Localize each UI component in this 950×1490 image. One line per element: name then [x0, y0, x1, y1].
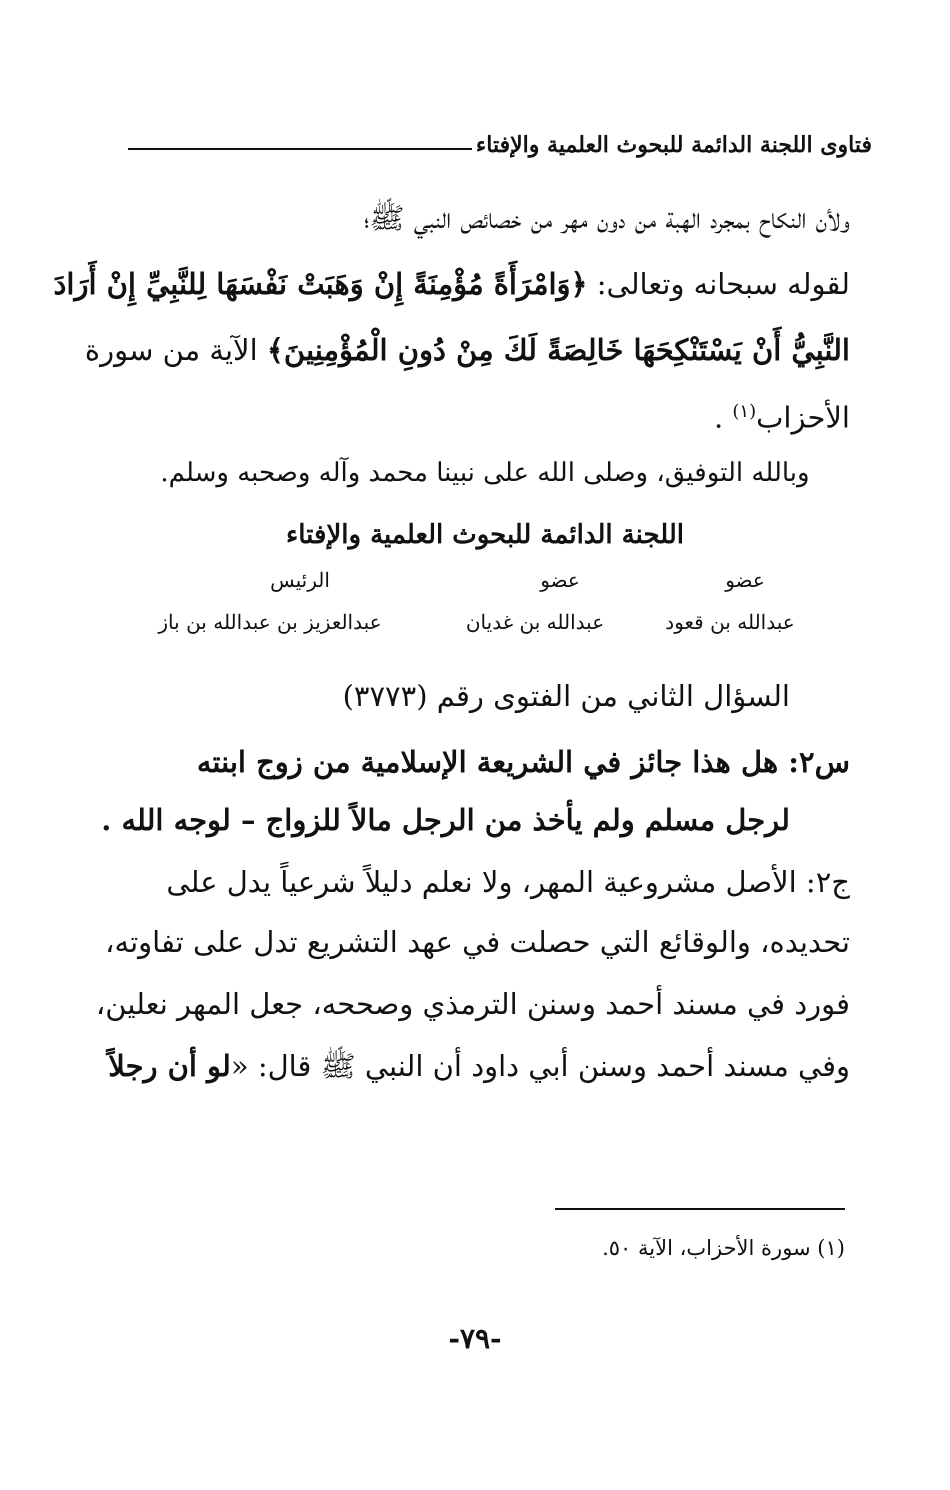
hadith-quote-start: لو أن رجلاً	[108, 1049, 231, 1083]
answer-line2: تحديده، والوقائع التي حصلت في عهد التشريع تدل على تفاوته،	[105, 925, 850, 959]
chairman-name: عبدالعزيز بن عبدالله بن باز	[158, 610, 382, 634]
running-header-title: فتاوى اللجنة الدائمة للبحوث العلمية والإفتاء	[475, 132, 872, 158]
quran-verse-part2: النَّبِيُّ أَنْ يَسْتَنْكِحَهَا خَالِصَةً لَكَ مِنْ دُونِ الْمُؤْمِنِينَ﴾	[266, 333, 850, 367]
footnote: (١) سورة الأحزاب، الآية ٥٠.	[602, 1236, 845, 1260]
footnote-rule	[555, 1208, 845, 1210]
member2-role: عضو	[540, 568, 580, 592]
line-end: .	[713, 400, 733, 435]
answer-line4-text: وفي مسند أحمد وسنن أبي داود أن النبي ﷺ قال: «	[230, 1049, 850, 1083]
answer-line3: فورد في مسند أحمد وسنن الترمذي وصححه، جعل المهر نعلين،	[95, 987, 850, 1021]
surah-name: الأحزاب	[756, 400, 850, 435]
verse-reference: الآية من سورة	[84, 333, 267, 367]
member1-role: عضو	[725, 568, 765, 592]
footnote-ref: (١)	[732, 401, 757, 422]
answer-line4	[108, 1046, 850, 1086]
closing-prayer: وبالله التوفيق، وصلى الله على نبينا محمد وآله وصحبه وسلم.	[160, 458, 810, 488]
paragraph1-line4	[120, 392, 850, 438]
committee-title: اللجنة الدائمة للبحوث العلمية والإفتاء	[286, 520, 684, 550]
answer-line1: ج٢: الأصل مشروعية المهر، ولا نعلم دليلاً شرعياً يدل على	[166, 865, 850, 899]
chairman-role: الرئيس	[270, 568, 330, 592]
running-header	[128, 128, 872, 168]
question-line2: لرجل مسلم ولم يأخذ من الرجل مالاً للزواج – لوجه الله .	[101, 803, 790, 837]
page-number: -٧٩-	[448, 1322, 502, 1355]
question-heading: السؤال الثاني من الفتوى رقم (٣٧٧٣)	[342, 679, 790, 713]
paragraph1-line1: ولأن النكاح بمجرد الهبة من دون مهر من خصائص النبي ﷺ؛	[363, 201, 850, 235]
member2-name: عبدالله بن غديان	[465, 610, 605, 634]
header-rule	[128, 148, 472, 150]
member1-name: عبدالله بن قعود	[665, 610, 795, 634]
verse-intro: لقوله سبحانه وتعالى:	[587, 267, 850, 301]
paragraph1-line2	[53, 264, 850, 304]
question-line1: س٢: هل هذا جائز في الشريعة الإسلامية من زوج ابنته	[196, 745, 850, 779]
paragraph1-line3	[84, 330, 850, 370]
quran-verse-part1: ﴿وَامْرَأَةً مُؤْمِنَةً إِنْ وَهَبَتْ نَفْسَهَا لِلنَّبِيِّ إِنْ أَرَادَ	[53, 267, 588, 301]
